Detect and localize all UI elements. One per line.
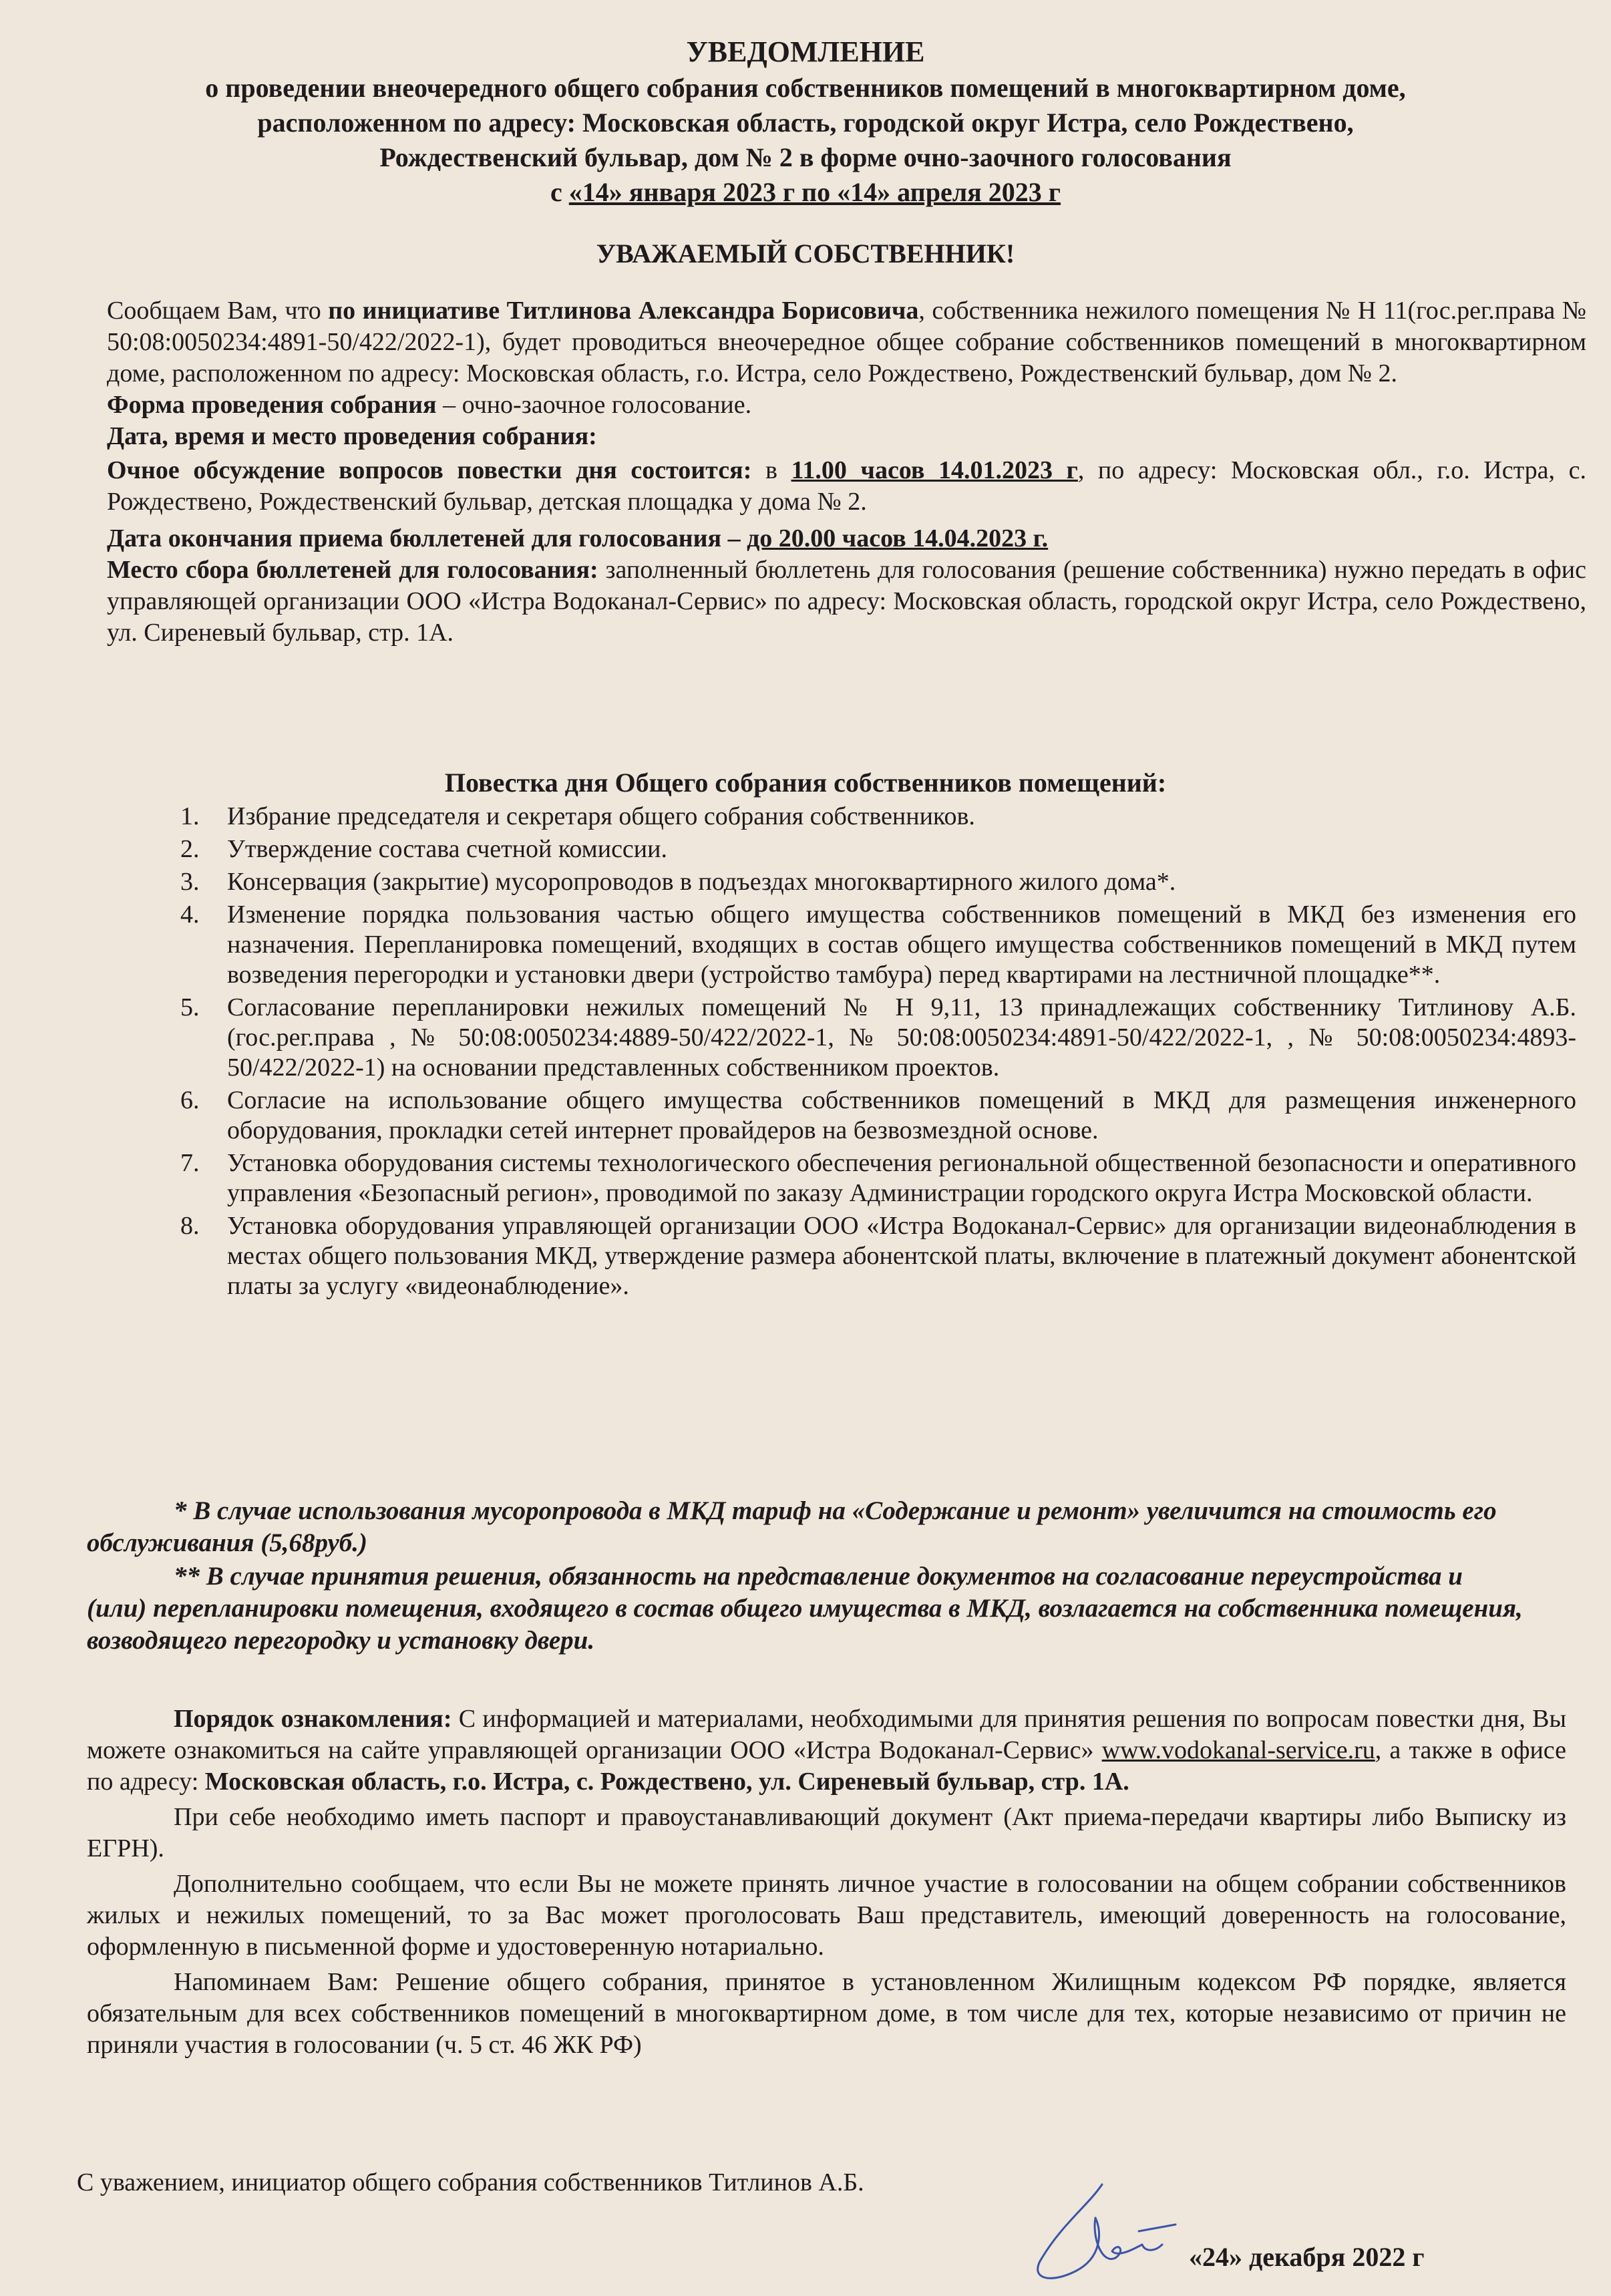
website-link[interactable]: www.vodokanal-service.ru [1101,1736,1375,1764]
agenda-list [134,802,1576,1304]
agenda-item [134,867,1576,897]
initiator-name: по инициативе Титлинова Александра Борисовича [328,297,919,325]
intro-text-1: Сообщаем Вам, что [107,297,329,325]
collection-label: Место сбора бюллетеней для голосования: [107,556,598,584]
period-dates: «14» января 2023 г по «14» апреля 2023 г [568,177,1061,207]
agenda-item [134,1211,1576,1301]
agenda-item-number: 5. [180,993,200,1021]
procedure-text-1: С информацией и материалами, необходимыми для принятия решения по вопросам повестки дня, Вы можете ознакомиться на сайте управляющей организации ООО «Истра Водоканал-Сервис» [87,1705,1567,1764]
header-period [0,176,1611,208]
agenda-item-text: Изменение порядка пользования частью общего имущества собственников помещений в МКД без изменения его назначения. Перепланировка помещений, входящих в состав общего имущества собственников помещений в МКД путем возведения перегородки и установки двери (устройство тамбура) перед квартирами на лестничной площадке**. [227,900,1576,989]
agenda-item-number: 6. [180,1086,200,1114]
collection-value: заполненный бюллетень для голосования (решение собственника) нужно передать в офис управляющей организации ООО «Истра Водоканал-Сервис» по адресу: Московская область, городской округ Истра, село Рождествено, ул. Сиреневый бульвар, стр. 1А. [107,556,1586,647]
form-line [107,389,1586,421]
footnote-1: * В случае использования мусоропровода в МКД тариф на «Содержание и ремонт» увеличится на стоимость его обслуживания (5,68руб.) [87,1496,1497,1557]
agenda-title: Повестка дня Общего собрания собственников помещений: [444,768,1167,798]
agenda-item-number: 2. [180,835,200,863]
proxy-paragraph: Дополнительно сообщаем, что если Вы не можете принять личное участие в голосовании на общем собрании собственников жилых и нежилых помещений, то за Вас может проголосовать Ваш представитель, имеющий доверенность на голосование, оформленную в письменной форме и удостоверенную нотариально. [87,1870,1566,1961]
agenda-item-number: 3. [180,868,200,896]
document-title: УВЕДОМЛЕНИЕ [686,35,925,68]
procedure-section [87,1703,1566,2065]
intro-section [107,295,1586,649]
inperson-line [107,455,1586,518]
closing-line: С уважением, инициатор общего собрания собственников Титлинов А.Б. [77,2168,864,2196]
footnotes [87,1495,1523,1658]
inperson-pre: в [751,456,791,484]
footnote-2: ** В случае принятия решения, обязанность на представление документов на согласование переустройства и (или) перепланировки помещения, входящего в состав общего имущества в МКД, возлагается на собственника помещения, возводящего перегородку и установку двери. [87,1562,1523,1655]
header-line-1: о проведении внеочередного общего собрания собственников помещений в многоквартирном доме, [205,73,1406,103]
agenda-item-number: 8. [180,1212,200,1240]
intro-text-2: , собственника нежилого помещения № Н 11(гос.рег.права № 50:08:0050234:4891-50/422/2022-1), будет проводиться внеочередное общее собрание собственников помещений в многоквартирном доме, расположенном по адресу: Московская область, г.о. Истра, село Рождествено, Рождественский бульвар, дом № 2. [107,297,1587,387]
agenda-item-text: Утверждение состава счетной комиссии. [227,835,667,863]
header-line-3: Рождественский бульвар, дом № 2 в форме очно-заочного голосования [379,142,1232,172]
form-label: Форма проведения собрания [107,391,437,419]
agenda-item-number: 4. [180,900,200,929]
procedure-text-2: , а также в офисе по адресу: [87,1736,1566,1796]
agenda-item-text: Установка оборудования управляющей организации ООО «Истра Водоканал-Сервис» для организации видеонаблюдения в местах общего пользования МКД, утверждение размера абонентской платы, включение в платежный документ абонентской платы за услугу «видеонаблюдение». [227,1212,1576,1300]
agenda-item-text: Установка оборудования системы технологического обеспечения региональной общественной безопасности и оперативного управления «Безопасный регион», проводимой по заказу Администрации городского округа Истра Московской области. [227,1149,1576,1207]
agenda-item [134,900,1576,990]
reminder-paragraph: Напоминаем Вам: Решение общего собрания, принятое в установленном Жилищным кодексом РФ порядке, является обязательным для всех собственников помещений в многоквартирном доме, в том числе для тех, которые независимо от причин не приняли участия в голосовании (ч. 5 ст. 46 ЖК РФ) [87,1968,1566,2059]
agenda-item-text: Избрание председателя и секретаря общего собрания собственников. [227,802,975,830]
deadline-label: Дата окончания приема бюллетеней для голосования – [107,524,747,552]
agenda-item-text: Консервация (закрытие) мусоропроводов в подъездах многоквартирного жилого дома*. [227,868,1176,896]
intro-paragraph [107,295,1586,389]
form-value: – очно-заочное голосование. [436,391,752,419]
procedure-label: Порядок ознакомления: [174,1705,452,1733]
datetime-label: Дата, время и место проведения собрания: [107,422,597,450]
agenda-item-text: Согласование перепланировки нежилых помещений № Н 9,11, 13 принадлежащих собственнику Титлинову А.Б. (гос.рег.права , № 50:08:0050234:4889-50/422/2022-1, № 50:08:0050234:4891-50/422/2022-1, , № 50:08:0050234:4893-50/422/2022-1) на основании представленных собственником проектов. [227,993,1576,1082]
office-address: Московская область, г.о. Истра, с. Рождествено, ул. Сиреневый бульвар, стр. 1А. [204,1768,1129,1796]
inperson-time: 11.00 часов 14.01.2023 г [791,456,1078,484]
period-prefix: с [550,177,569,207]
deadline-line [107,523,1586,554]
deadline-value: до 20.00 часов 14.04.2023 г. [747,524,1049,552]
inperson-address: , по адресу: Московская обл., г.о. Истра, с. Рождествено, Рождественский бульвар, детская площадка у дома № 2. [107,456,1586,516]
agenda-item [134,1086,1576,1146]
agenda-item-number: 1. [180,802,200,830]
agenda-item-number: 7. [180,1149,200,1177]
agenda-item-text: Согласие на использование общего имущества собственников помещений в МКД для размещения инженерного оборудования, прокладки сетей интернет провайдеров на безвозмездной основе. [227,1086,1576,1144]
agenda-item [134,993,1576,1083]
greeting: УВАЖАЕМЫЙ СОБСТВЕННИК! [596,238,1015,269]
inperson-label: Очное обсуждение вопросов повестки дня состоится: [107,456,752,484]
signature-image [1002,2178,1202,2291]
procedure-paragraph [87,1703,1566,1798]
collection-line [107,554,1586,649]
header-line-2: расположенном по адресу: Московская область, городской округ Истра, село Рождествено, [257,108,1354,138]
agenda-item [134,834,1576,864]
document-date: «24» декабря 2022 г [1189,2242,1425,2272]
agenda-item [134,1148,1576,1208]
agenda-item [134,802,1576,832]
documents-paragraph: При себе необходимо иметь паспорт и правоустанавливающий документ (Акт приема-передачи квартиры либо Выписку из ЕГРН). [87,1803,1566,1862]
